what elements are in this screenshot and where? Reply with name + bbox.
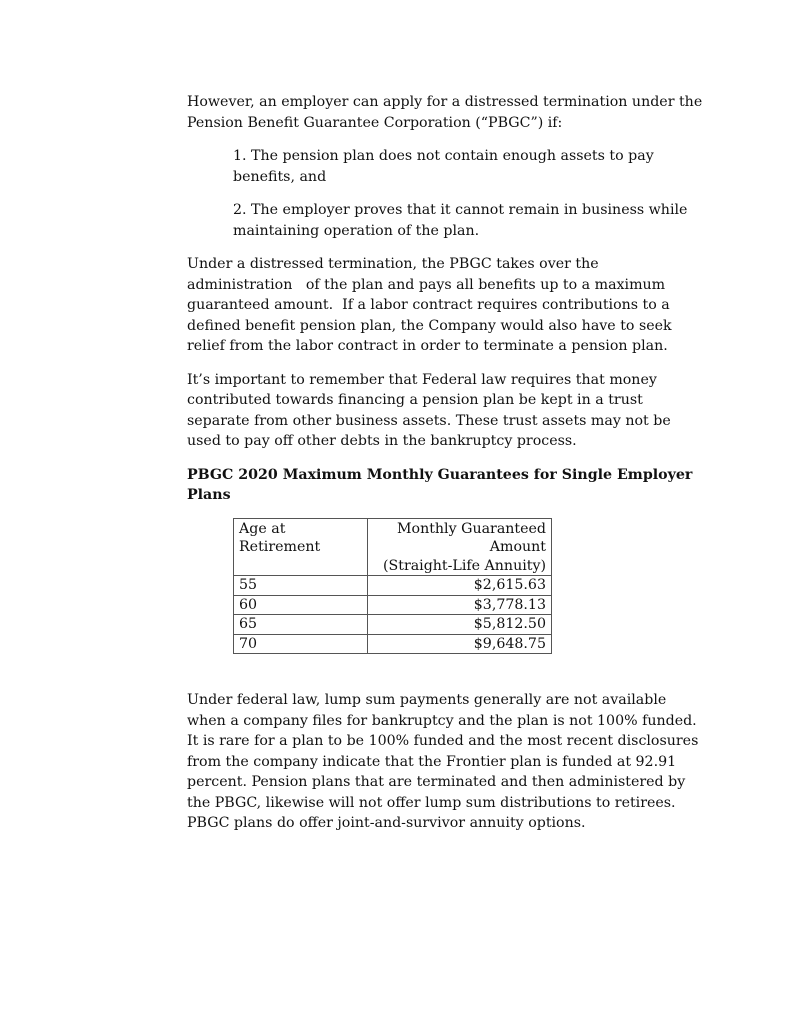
guarantees-table bbox=[233, 518, 552, 655]
header-age-cell bbox=[234, 518, 368, 576]
age-cell: 65 bbox=[234, 615, 368, 635]
age-cell: 70 bbox=[234, 634, 368, 654]
distressed-termination-paragraph: Under a distressed termination, the PBGC takes over the administration of the plan and pays all benefits up to a maximum guaranteed amount. If a labor contract requires contributions to a defined benefit pension plan, the Company would also have to seek relief from the labor contract in order to terminate a pension plan. bbox=[187, 256, 677, 354]
amount-cell: $5,812.50 bbox=[368, 615, 552, 635]
header-age-line-2: Retirement bbox=[239, 539, 321, 555]
header-amount-line-1: Monthly Guaranteed bbox=[397, 520, 546, 537]
table-row bbox=[234, 576, 552, 596]
amount-cell: $9,648.75 bbox=[368, 634, 552, 654]
age-cell: 55 bbox=[234, 576, 368, 596]
header-age-line-1: Age at bbox=[239, 520, 286, 537]
federal-law-paragraph: It’s important to remember that Federal law requires that money contributed towards financing a pension plan be kept in a trust separate from other business assets. These trust assets may not be used to pay off other debts in the bankruptcy process. bbox=[187, 371, 676, 449]
document-page bbox=[187, 92, 707, 834]
table-header-row bbox=[234, 518, 552, 576]
amount-cell: $3,778.13 bbox=[368, 595, 552, 615]
intro-paragraph: However, an employer can apply for a distressed termination under the Pension Benefit Guarantee Corporation (“PBGC”) if: bbox=[187, 94, 707, 131]
header-amount-line-3: (Straight-Life Annuity) bbox=[382, 557, 546, 574]
condition-item-2: 2. The employer proves that it cannot remain in business while maintaining operation of the plan. bbox=[233, 202, 688, 239]
amount-cell: $2,615.63 bbox=[368, 576, 552, 596]
condition-item-1: 1. The pension plan does not contain enough assets to pay benefits, and bbox=[233, 148, 654, 185]
header-amount-line-2: Amount bbox=[489, 539, 546, 555]
table-heading: PBGC 2020 Maximum Monthly Guarantees for Single Employer Plans bbox=[187, 466, 693, 503]
age-cell: 60 bbox=[234, 595, 368, 615]
lump-sum-paragraph: Under federal law, lump sum payments generally are not available when a company files for bankruptcy and the plan is not 100% funded. It is rare for a plan to be 100% funded and the most recent disclosures from the company indicate that the Frontier plan is funded at 92.91 percent. Pension plans that are terminated and then administered by the PBGC, likewise will not offer lump sum distributions to retirees. PBGC plans do offer joint-and-survivor annuity options. bbox=[187, 692, 703, 831]
table-row bbox=[234, 615, 552, 635]
header-amount-cell bbox=[368, 518, 552, 576]
table-row bbox=[234, 634, 552, 654]
table-row bbox=[234, 595, 552, 615]
